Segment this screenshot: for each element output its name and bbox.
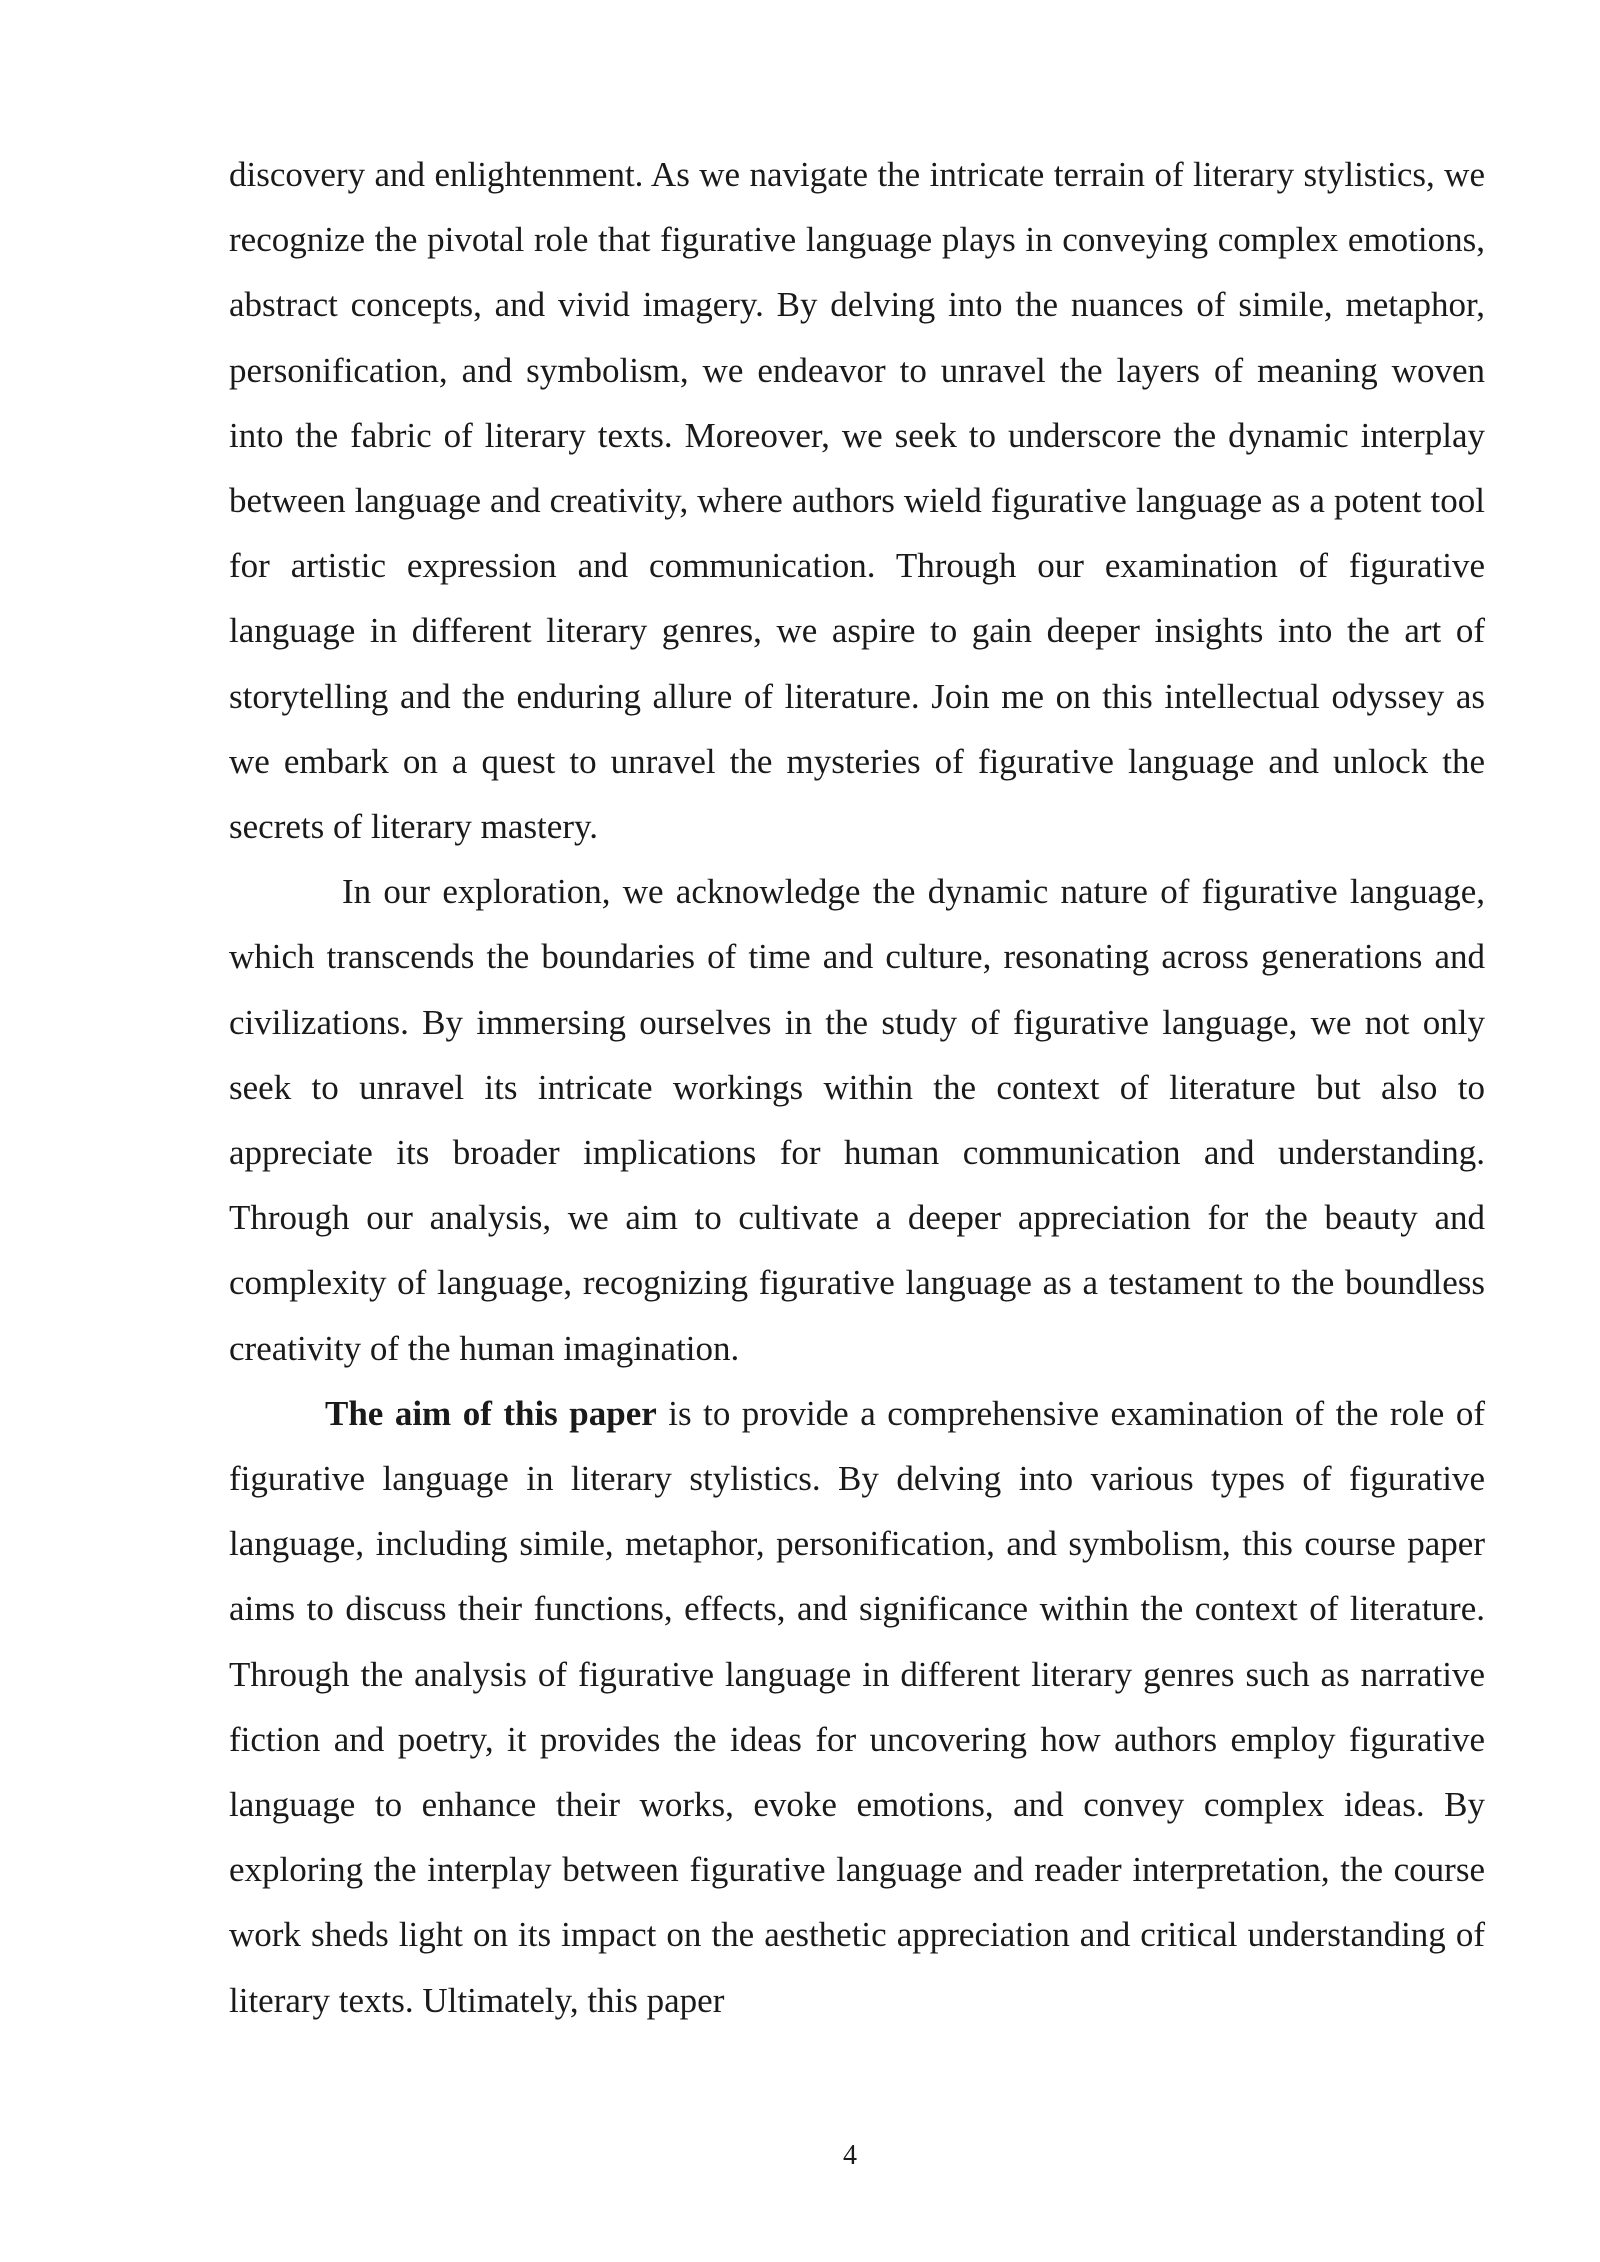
paragraph-exploration xyxy=(229,859,1485,1381)
paragraph-text: In our exploration, we acknowledge the dynamic nature of figurative language, which transcends the boundaries of time and culture, resonating across generations and civilizations. By immersing ourselves in the study of figurative language, we not only seek to unravel its intricate workings within the context of literature but also to appreciate its broader implications for human communication and understanding. Through our analysis, we aim to cultivate a deeper appreciation for the beauty and complexity of language, recognizing figurative language as a testament to the boundless creativity of the human imagination. xyxy=(229,872,1485,1368)
paragraph-text: discovery and enlightenment. As we navigate the intricate terrain of literary stylistics, we recognize the pivotal role that figurative language plays in conveying complex emotions, abstract concepts, and vivid imagery. By delving into the nuances of simile, metaphor, personification, and symbolism, we endeavor to unravel the layers of meaning woven into the fabric of literary texts. Moreover, we seek to underscore the dynamic interplay between language and creativity, where authors wield figurative language as a potent tool for artistic expression and communication. Through our examination of figurative language in different literary genres, we aspire to gain deeper insights into the art of storytelling and the enduring allure of literature. Join me on this intellectual odyssey as we embark on a quest to unravel the mysteries of figurative language and unlock the secrets of literary mastery. xyxy=(229,155,1485,847)
paragraph-continuation xyxy=(229,142,1485,859)
page-number: 4 xyxy=(843,2140,857,2171)
paragraph-lead-bold: The aim of this paper xyxy=(325,1393,657,1433)
paragraph-text: is to provide a comprehensive examination of the role of figurative language in literary stylistics. By delving into various types of figurative language, including simile, metaphor, personification, and symbolism, this course paper aims to discuss their functions, effects, and significance within the context of literature. Through the analysis of figurative language in different literary genres such as narrative fiction and poetry, it provides the ideas for uncovering how authors employ figurative language to enhance their works, evoke emotions, and convey complex ideas. By exploring the interplay between figurative language and reader interpretation, the course work sheds light on its impact on the aesthetic appreciation and critical understanding of literary texts. Ultimately, this paper xyxy=(229,1393,1485,2020)
body-text xyxy=(229,142,1485,2033)
paragraph-aim xyxy=(229,1381,1485,2033)
